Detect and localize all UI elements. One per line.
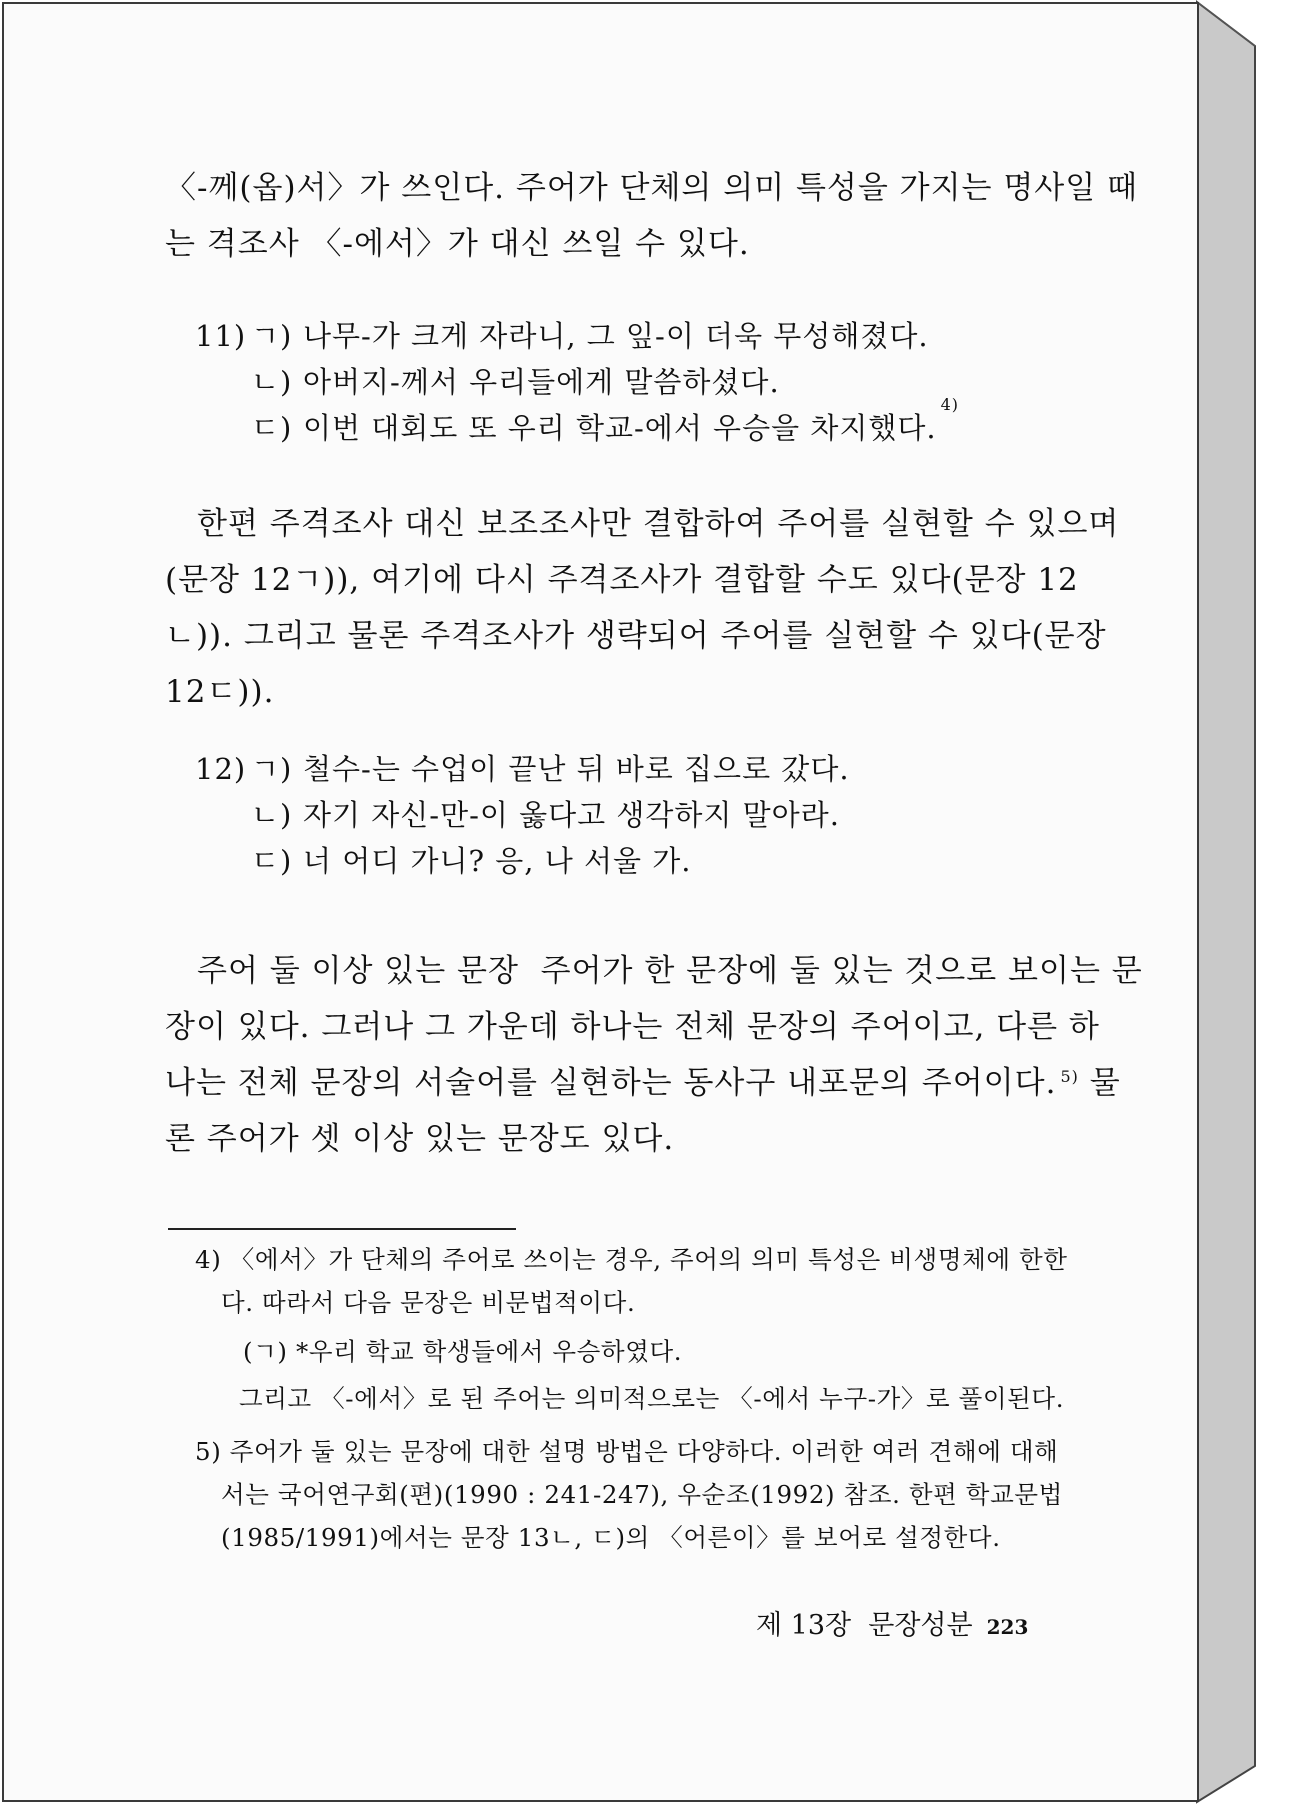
text-line: 한편 주격조사 대신 보조조사만 결합하여 주어를 실현할 수 있으며 bbox=[197, 506, 1120, 542]
example-number: 11) bbox=[195, 319, 247, 353]
example-text: 자기 자신-만-이 옳다고 생각하지 말아라. bbox=[303, 798, 840, 832]
example-item bbox=[195, 395, 960, 451]
footnote-ref-5: 5) bbox=[1060, 1066, 1079, 1086]
example-12 bbox=[195, 746, 850, 884]
text-line: 는 격조사 〈-에서〉가 대신 쓰일 수 있다. bbox=[165, 226, 750, 262]
running-footer bbox=[756, 1606, 1028, 1647]
footnote-4 bbox=[195, 1238, 1075, 1420]
text-span: 나는 전체 문장의 서술어를 실현하는 동사구 내포문의 주어이다. bbox=[165, 1065, 1057, 1101]
example-mark: ㄴ) bbox=[251, 365, 293, 399]
example-text: 철수-는 수업이 끝난 뒤 바로 집으로 갔다. bbox=[303, 752, 850, 786]
example-mark: ㄱ) bbox=[251, 319, 293, 353]
example-text: 너 어디 가니? 응, 나 서울 가. bbox=[303, 844, 692, 878]
text-line: ㄴ)). 그리고 물론 주격조사가 생략되어 주어를 실현할 수 있다(문장 bbox=[165, 618, 1107, 654]
footnote-divider bbox=[168, 1228, 516, 1230]
example-text: 나무-가 크게 자라니, 그 잎-이 더욱 무성해졌다. bbox=[303, 319, 929, 353]
example-item bbox=[195, 359, 959, 405]
footnote-5 bbox=[195, 1430, 1075, 1559]
example-mark: ㄷ) bbox=[251, 844, 293, 878]
text-line: 주어 둘 이상 있는 문장 주어가 한 문장에 둘 있는 것으로 보이는 문 bbox=[197, 953, 1143, 989]
page-number: 223 bbox=[986, 1615, 1029, 1639]
text-line: 12ㄷ)). bbox=[165, 674, 275, 710]
footnote-line: (1985/1991)에서는 문장 13ㄴ, ㄷ)의 〈어른이〉를 보어로 설정한다. bbox=[221, 1523, 1001, 1552]
footnote-line: 다. 따라서 다음 문장은 비문법적이다. bbox=[221, 1288, 636, 1317]
example-mark: ㄷ) bbox=[251, 411, 293, 445]
footnote-line: 서는 국어연구회(편)(1990 : 241-247), 우순조(1992) 참조. 한편 학교문법 bbox=[221, 1480, 1063, 1509]
example-item bbox=[195, 792, 850, 838]
example-item bbox=[195, 838, 850, 884]
footnote-example: (ㄱ) *우리 학교 학생들에서 우승하였다. bbox=[243, 1337, 683, 1366]
paragraph-2 bbox=[165, 496, 1120, 720]
example-mark: ㄱ) bbox=[251, 752, 293, 786]
example-mark: ㄴ) bbox=[251, 798, 293, 832]
paragraph-3 bbox=[165, 943, 1143, 1167]
text-line: 〈-께(옵)서〉가 쓰인다. 주어가 단체의 의미 특성을 가지는 명사일 때 bbox=[165, 170, 1138, 206]
chapter-title: 제 13장 문장성분 bbox=[756, 1610, 973, 1641]
text-line: 론 주어가 셋 이상 있는 문장도 있다. bbox=[165, 1121, 675, 1157]
example-text: 아버지-께서 우리들에게 말씀하셨다. bbox=[303, 365, 780, 399]
text-line bbox=[165, 1055, 1121, 1111]
footnote-ref-4: 4) bbox=[940, 395, 960, 414]
footnote-line: 그리고 〈-에서〉로 된 주어는 의미적으로는 〈-에서 누구-가〉로 풀이된다. bbox=[239, 1384, 1065, 1413]
text-line: (문장 12ㄱ)), 여기에 다시 주격조사가 결합할 수도 있다(문장 12 bbox=[165, 562, 1079, 598]
text-span: 물 bbox=[1078, 1065, 1121, 1101]
paragraph-1 bbox=[165, 160, 1138, 272]
footnote-line: 4) 〈에서〉가 단체의 주어로 쓰이는 경우, 주어의 의미 특성은 비생명체에 한한 bbox=[195, 1245, 1068, 1274]
example-number: 12) bbox=[195, 752, 247, 786]
example-item bbox=[195, 313, 959, 359]
text-line: 장이 있다. 그러나 그 가운데 하나는 전체 문장의 주어이고, 다른 하 bbox=[165, 1009, 1100, 1045]
footnote-line: 5) 주어가 둘 있는 문장에 대한 설명 방법은 다양하다. 이러한 여러 견해에 대해 bbox=[195, 1437, 1059, 1466]
example-11 bbox=[195, 313, 959, 451]
example-item bbox=[195, 746, 850, 792]
example-text: 이번 대회도 또 우리 학교-에서 우승을 차지했다. bbox=[303, 411, 937, 445]
